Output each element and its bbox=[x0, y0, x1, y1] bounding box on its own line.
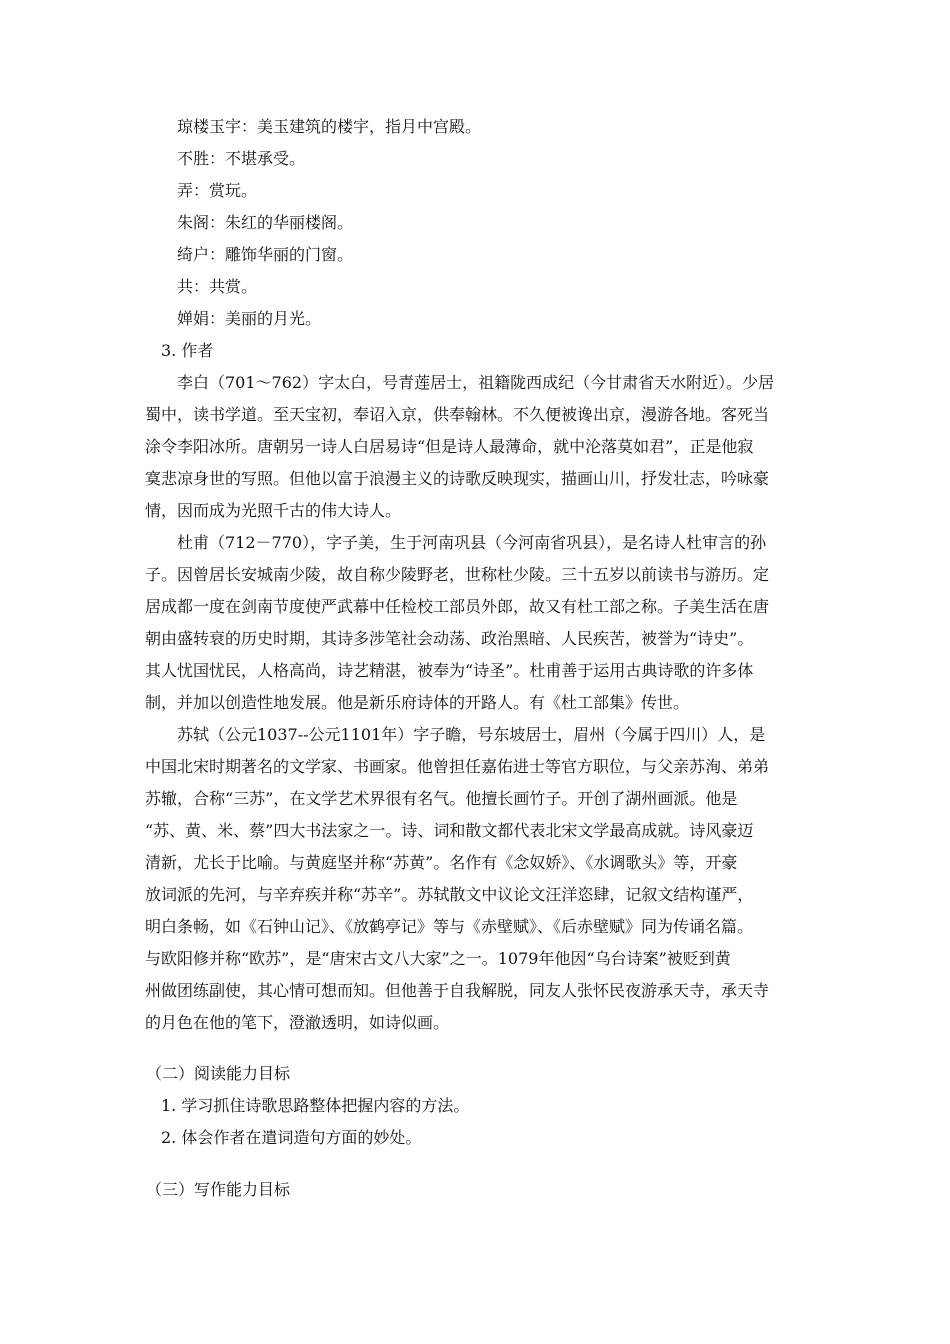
su-shi-line: 苏辙，合称“三苏”，在文学艺术界很有名气。他擅长画竹子。开创了湖州画派。他是 bbox=[145, 789, 738, 808]
author-heading: 3. 作者 bbox=[161, 341, 214, 360]
su-shi-line: “苏、黄、米、蔡”四大书法家之一。诗、词和散文都代表北宋文学最高成就。诗风豪迈 bbox=[145, 821, 754, 840]
li-bai-line: 李白（701～762）字太白，号青莲居士，祖籍陇西成纪（今甘肃省天水附近）。少居 bbox=[177, 373, 775, 392]
du-fu-line: 杜甫（712－770），字子美，生于河南巩县（今河南省巩县），是名诗人杜审言的孙 bbox=[177, 533, 767, 552]
glossary-item: 婵娟：美丽的月光。 bbox=[177, 309, 322, 328]
su-shi-line: 放词派的先河，与辛弃疾并称“苏辛”。苏轼散文中议论文汪洋恣肆，记叙文结构谨严， bbox=[145, 885, 754, 904]
du-fu-line: 子。因曾居长安城南少陵，故自称少陵野老，世称杜少陵。三十五岁以前读书与游历。定 bbox=[145, 565, 770, 584]
su-shi-line: 的月色在他的笔下，澄澈透明，如诗似画。 bbox=[145, 1013, 450, 1032]
glossary-item: 共：共赏。 bbox=[177, 277, 258, 296]
glossary-item: 不胜：不堪承受。 bbox=[177, 149, 306, 168]
writing-goals-heading: （三）写作能力目标 bbox=[146, 1180, 291, 1199]
su-shi-line: 明白条畅，如《石钟山记》、《放鹤亭记》等与《赤壁赋》、《后赤壁赋》同为传诵名篇。 bbox=[145, 917, 754, 936]
su-shi-line: 苏轼（公元1037--公元1101年）字子瞻，号东坡居士，眉州（今属于四川）人，是 bbox=[177, 725, 766, 744]
li-bai-line: 蜀中，读书学道。至天宝初，奉诏入京，供奉翰林。不久便被谗出京，漫游各地。客死当 bbox=[145, 405, 770, 424]
su-shi-line: 州做团练副使，其心情可想而知。但他善于自我解脱，同友人张怀民夜游承天寺，承天寺 bbox=[145, 981, 770, 1000]
reading-goals-heading: （二）阅读能力目标 bbox=[146, 1064, 291, 1083]
li-bai-line: 寞悲凉身世的写照。但他以富于浪漫主义的诗歌反映现实，描画山川，抒发壮志，吟咏豪 bbox=[145, 469, 770, 488]
du-fu-line: 其人忧国忧民，人格高尚，诗艺精湛，被奉为“诗圣”。杜甫善于运用古典诗歌的许多体 bbox=[145, 661, 754, 680]
li-bai-line: 涂令李阳冰所。唐朝另一诗人白居易诗“但是诗人最薄命，就中沦落莫如君”，正是他寂 bbox=[145, 437, 754, 456]
du-fu-line: 居成都一度在剑南节度使严武幕中任检校工部员外郎，故又有杜工部之称。子美生活在唐 bbox=[145, 597, 770, 616]
reading-goal-item: 2. 体会作者在遣词造句方面的妙处。 bbox=[161, 1128, 422, 1147]
du-fu-line: 制，并加以创造性地发展。他是新乐府诗体的开路人。有《杜工部集》传世。 bbox=[145, 693, 690, 712]
su-shi-line: 中国北宋时期著名的文学家、书画家。他曾担任嘉佑进士等官方职位，与父亲苏洵、弟弟 bbox=[145, 757, 770, 776]
reading-goal-item: 1. 学习抓住诗歌思路整体把握内容的方法。 bbox=[161, 1096, 470, 1115]
glossary-item: 琼楼玉宇：美玉建筑的楼宇，指月中宫殿。 bbox=[177, 117, 482, 136]
glossary-item: 弄：赏玩。 bbox=[177, 181, 258, 200]
glossary-item: 绮户：雕饰华丽的门窗。 bbox=[177, 245, 354, 264]
glossary-item: 朱阁：朱红的华丽楼阁。 bbox=[177, 213, 354, 232]
su-shi-line: 与欧阳修并称“欧苏”，是“唐宋古文八大家”之一。1079年他因“乌台诗案”被贬到黄 bbox=[145, 949, 731, 968]
li-bai-line: 情，因而成为光照千古的伟大诗人。 bbox=[145, 501, 402, 520]
du-fu-line: 朝由盛转衰的历史时期，其诗多涉笔社会动荡、政治黑暗、人民疾苦，被誉为“诗史”。 bbox=[145, 629, 754, 648]
su-shi-line: 清新，尤长于比喻。与黄庭坚并称“苏黄”。名作有《念奴娇》、《水调歌头》等，开豪 bbox=[145, 853, 738, 872]
